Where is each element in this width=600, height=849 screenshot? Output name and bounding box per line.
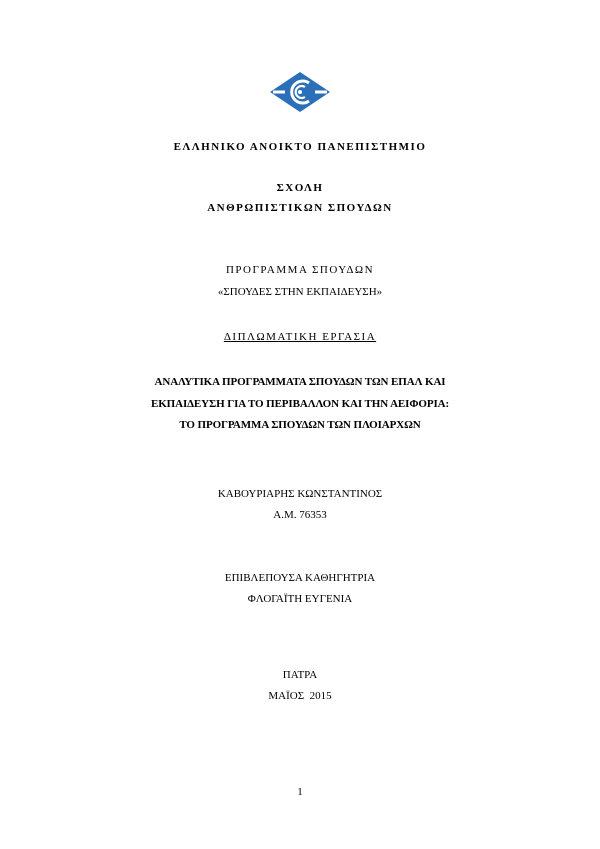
date: ΜΑΪΟΣ 2015 [268,690,332,702]
school-name: ΑΝΘΡΩΠΙΣΤΙΚΩΝ ΣΠΟΥΔΩΝ [207,202,393,214]
thesis-title-line-3: ΤΟ ΠΡΟΓΡΑΜΜΑ ΣΠΟΥΔΩΝ ΤΩΝ ΠΛΟΙΑΡΧΩΝ [179,419,421,431]
thesis-type: ΔΙΠΛΩΜΑΤΙΚΗ ΕΡΓΑΣΙΑ [223,331,377,343]
author-name: ΚΑΒΟΥΡΙΑΡΗΣ ΚΩΝΣΤΑΝΤΙΝΟΣ [217,488,383,500]
author-registration-number: Α.Μ. 76353 [273,509,327,521]
program-name: «ΣΠΟΥΔΕΣ ΣΤΗΝ ΕΚΠΑΙΔΕΥΣΗ» [217,286,383,298]
thesis-title-line-2: ΕΚΠΑΙΔΕΥΣΗ ΓΙΑ ΤΟ ΠΕΡΙΒΑΛΛΟΝ ΚΑΙ ΤΗΝ ΑΕΙΦΟΡΙΑ: [150,398,450,410]
supervisor-name: ΦΛΟΓΑΪΤΗ ΕΥΓΕΝΙΑ [247,593,353,605]
school-label: ΣΧΟΛΗ [276,182,324,194]
page-number: 1 [297,786,303,798]
university-name: ΕΛΛΗΝΙΚΟ ΑΝΟΙΚΤΟ ΠΑΝΕΠΙΣΤΗΜΙΟ [173,141,427,153]
supervisor-role: ΕΠΙΒΛΕΠΟΥΣΑ ΚΑΘΗΓΗΤΡΙΑ [224,572,376,584]
program-label: ΠΡΟΓΡΑΜΜΑ ΣΠΟΥΔΩΝ [225,264,375,276]
place: ΠΑΤΡΑ [282,669,318,681]
thesis-title-line-1: ΑΝΑΛΥΤΙΚΑ ΠΡΟΓΡΑΜΜΑΤΑ ΣΠΟΥΔΩΝ ΤΩΝ ΕΠΑΛ ΚΑΙ [154,376,446,388]
university-logo-icon [269,71,331,113]
